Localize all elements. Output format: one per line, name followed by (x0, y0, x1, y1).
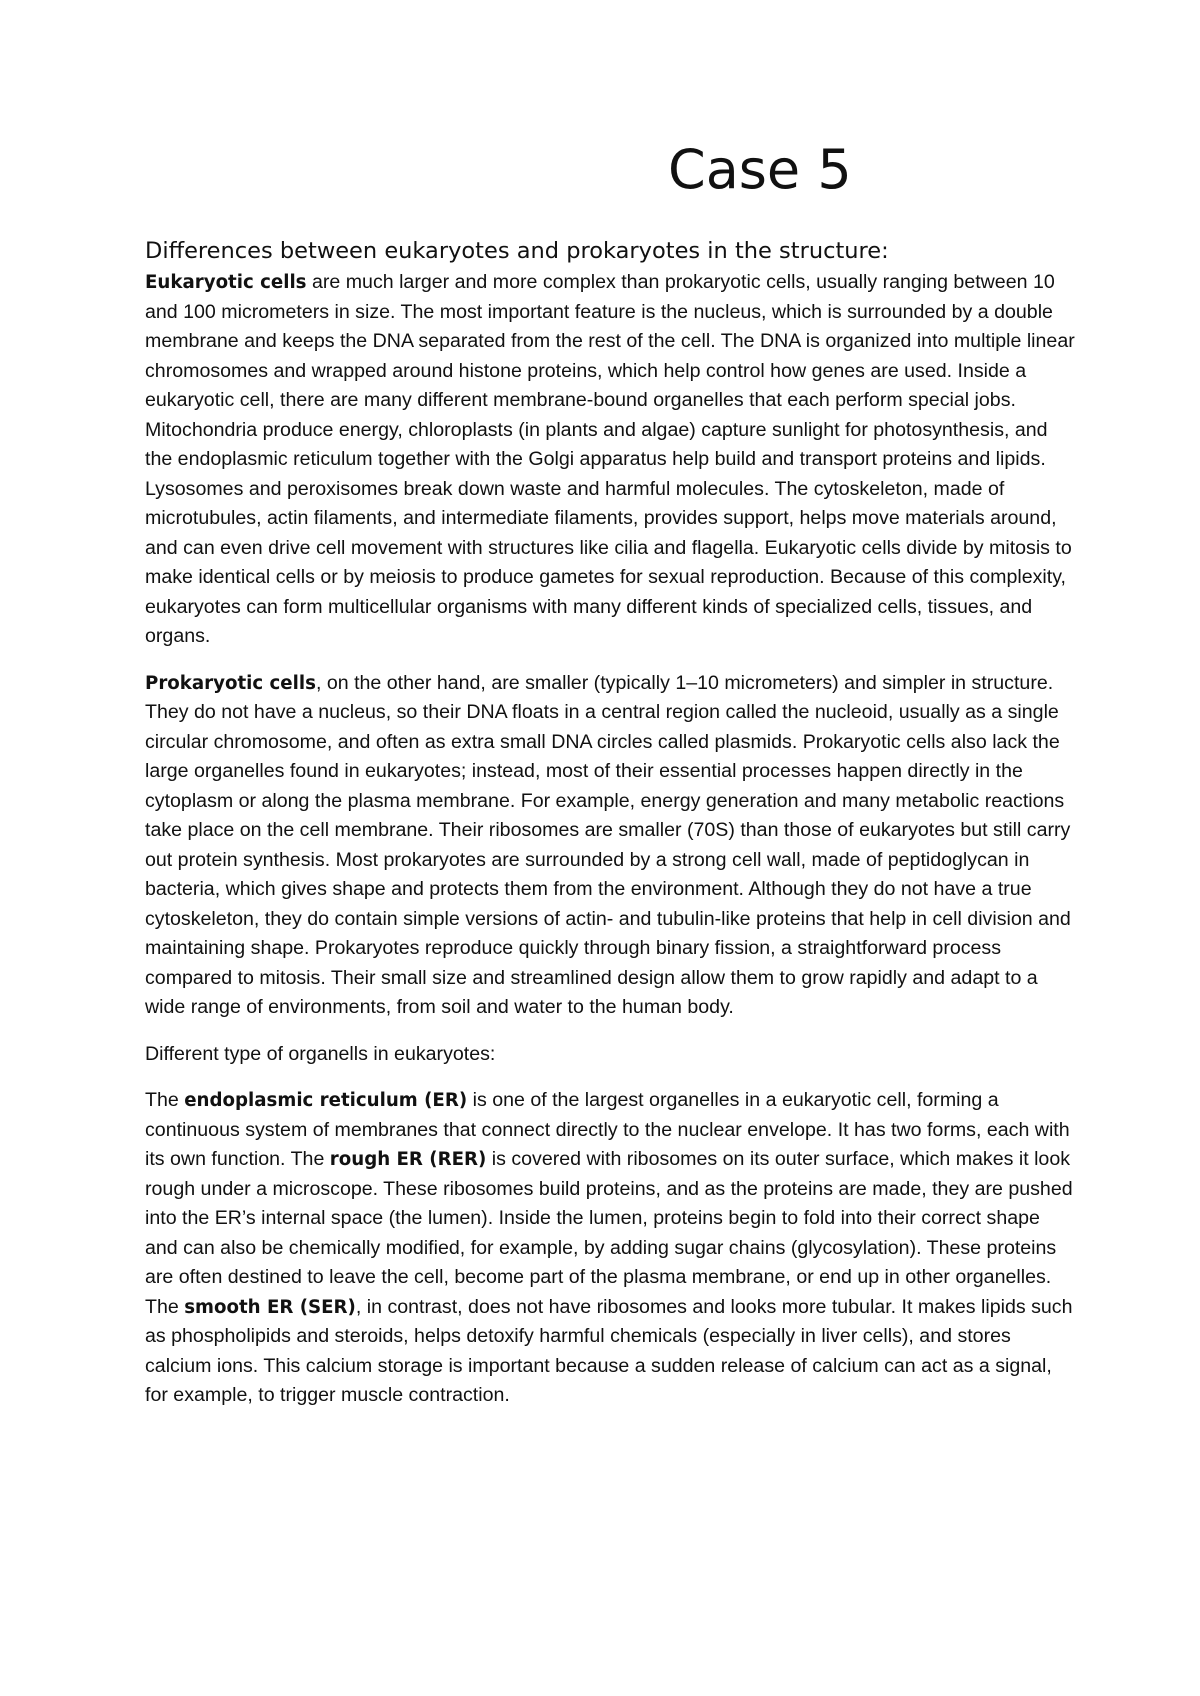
eukaryotic-paragraph (145, 268, 1075, 652)
er-text-1: The (145, 1089, 185, 1111)
organelles-intro: Different type of organells in eukaryotes: (145, 1042, 496, 1065)
prokaryotic-text: , on the other hand, are smaller (typically 1–10 micrometers) and simpler in structure. They do not have a nucleus, so their DNA floats in a central region called the nucleoid, usually as a single circular chromosome, and often as extra small DNA circles called plasmids. Prokaryotic cells also lack the large organelles found in eukaryotes; instead, most of their essential processes happen directly in the cytoplasm or along the plasma membrane. For example, energy generation and many metabolic reactions take place on the cell membrane. Their ribosomes are smaller (70S) than those of eukaryotes but still carry out protein synthesis. Most prokaryotes are surrounded by a strong cell wall, made of peptidoglycan in bacteria, which gives shape and protects them from the environment. Although they do not have a true cytoskeleton, they do contain simple versions of actin- and tubulin-like proteins that help in cell division and maintaining shape. Prokaryotes reproduce quickly through binary fission, a straightforward process compared to mitosis. Their small size and streamlined design allow them to grow rapidly and adapt to a wide range of environments, from soil and water to the human body. (145, 671, 1071, 1018)
eukaryotic-text: are much larger and more complex than prokaryotic cells, usually ranging between 10 and 100 micrometers in size. The most important feature is the nucleus, which is surrounded by a double membrane and keeps the DNA separated from the rest of the cell. The DNA is organized into multiple linear chromosomes and wrapped around histone proteins, which help control how genes are used. Inside a eukaryotic cell, there are many different membrane-bound organelles that each perform special jobs. Mitochondria produce energy, chloroplasts (in plants and algae) capture sunlight for photosynthesis, and the endoplasmic reticulum together with the Golgi apparatus help build and transport proteins and lipids. Lysosomes and peroxisomes break down waste and harmful molecules. The cytoskeleton, made of microtubules, actin filaments, and intermediate filaments, provides support, helps move materials around, and can even drive cell movement with structures like cilia and flagella. Eukaryotic cells divide by mitosis to make identical cells or by meiosis to produce gametes for sexual reproduction. Because of this complexity, eukaryotes can form multicellular organisms with many different kinds of specialized cells, tissues, and organs. (145, 271, 1075, 647)
er-text-4: , in contrast, does not have ribosomes and looks more tubular. It makes lipids such as phospholipids and steroids, helps detoxify harmful chemicals (especially in liver cells), and stores calcium ions. This calcium storage is important because a sudden release of calcium can act as a signal, for example, to trigger muscle contraction. (145, 1295, 1073, 1406)
prokaryotic-term: Prokaryotic cells (145, 672, 316, 694)
er-term: endoplasmic reticulum (ER) (184, 1090, 468, 1111)
page-title: Case 5 (668, 138, 852, 201)
prokaryotic-paragraph (145, 669, 1075, 1023)
rer-term: rough ER (RER) (329, 1149, 487, 1170)
er-paragraph (145, 1086, 1075, 1411)
document-body (145, 237, 1075, 1428)
eukaryotic-term: Eukaryotic cells (145, 272, 307, 293)
er-text-3: is covered with ribosomes on its outer surface, which makes it look rough under a microscope. These ribosomes build proteins, and as the proteins are made, they are pushed into the ER’s internal space (the lumen). Inside the lumen, proteins begin to fold into their correct shape and can also be chemically modified, for example, by adding sugar chains (glycosylation). These proteins are often destined to leave the cell, become part of the plasma membrane, or end up in other organelles. The (145, 1148, 1073, 1318)
er-text-2: is one of the largest organelles in a eukaryotic cell, forming a continuous system of membranes that connect directly to the nuclear envelope. It has two forms, each with its own function. The (145, 1089, 1070, 1170)
ser-term: smooth ER (SER) (184, 1296, 356, 1318)
section-heading: Differences between eukaryotes and prokaryotes in the structure: (145, 238, 889, 264)
